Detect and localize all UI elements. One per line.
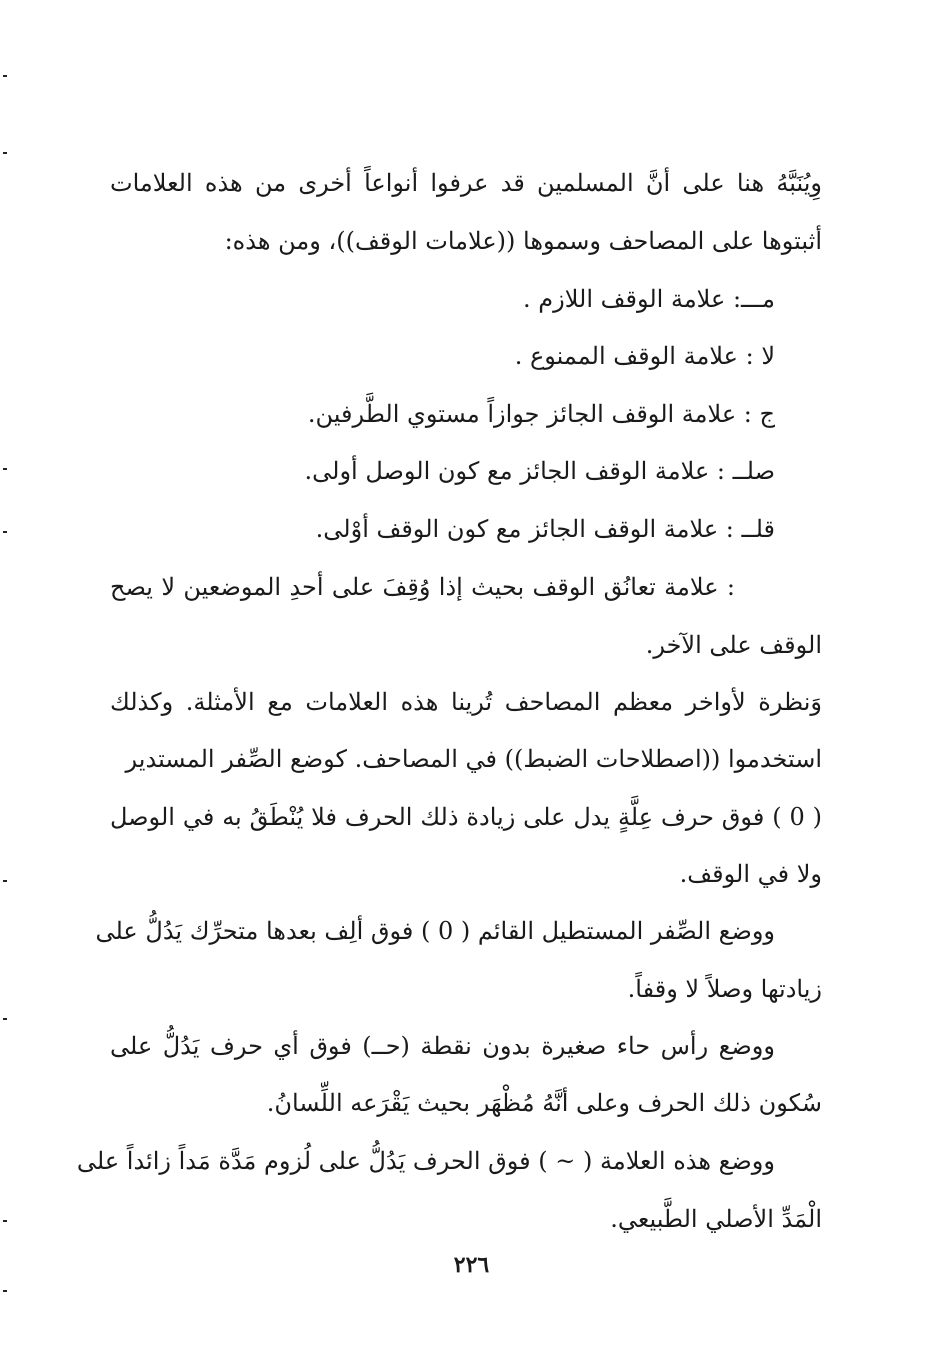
text-line: ووضع الصِّفر المستطيل القائم ( 0 ) فوق ألِف بعدها متحرِّك يَدُلُّ على	[95, 917, 775, 945]
text-line: أثبتوها على المصاحف وسموها ((علامات الوقف))، ومن هذه:	[224, 227, 822, 255]
text-line: زيادتها وصلاً لا وقفاً.	[627, 975, 822, 1003]
scan-speck	[3, 1018, 7, 1020]
text-line: وِيُنَبَّهُ هنا على أنَّ المسلمين قد عرفوا أنواعاً أخرى من هذه العلامات	[110, 169, 822, 197]
scan-speck	[3, 531, 7, 533]
text-line: صلــ : علامة الوقف الجائز مع كون الوصل أولى.	[304, 457, 775, 485]
scan-speck	[3, 1290, 7, 1292]
text-line: سُكون ذلك الحرف وعلى أنَّهُ مُظْهَر بحيث يَقْرَعه اللِّسانُ.	[266, 1089, 822, 1117]
text-line: : علامة تعانُق الوقف بحيث إذا وُقِفَ على أحدِ الموضعين لا يصح	[110, 573, 735, 601]
text-line: ولا في الوقف.	[679, 860, 822, 888]
scan-speck	[3, 1220, 7, 1222]
scan-speck	[3, 75, 7, 77]
text-line: الوقف على الآخر.	[645, 631, 822, 659]
text-line: مـــ: علامة الوقف اللازم .	[523, 285, 775, 313]
scan-speck	[3, 152, 7, 154]
scan-speck	[3, 880, 7, 882]
text-line: ووضع هذه العلامة ( ~ ) فوق الحرف يَدُلُّ على لُزوم مَدَّة مَداً زائداً على	[76, 1147, 775, 1175]
scan-speck	[3, 468, 7, 470]
page-number: ٢٢٦	[453, 1252, 490, 1278]
text-line: لا : علامة الوقف الممنوع .	[514, 342, 775, 370]
text-line: قلــ : علامة الوقف الجائز مع كون الوقف أوْلى.	[315, 515, 775, 543]
text-line: استخدموا ((اصطلاحات الضبط)) في المصاحف. كوضع الصِّفر المستدير	[125, 745, 822, 773]
text-line: ج : علامة الوقف الجائز جوازاً مستوي الطَّرفين.	[307, 400, 775, 428]
text-line: وَنظرة لأواخر معظم المصاحف تُرينا هذه العلامات مع الأمثلة. وكذلك	[110, 688, 822, 716]
text-line: ووضع رأس حاء صغيرة بدون نقطة (حــ) فوق أي حرف يَدُلُّ على	[110, 1032, 775, 1060]
text-line: ( 0 ) فوق حرف عِلَّةٍ يدل على زيادة ذلك الحرف فلا يُنْطَقُ به في الوصل	[110, 803, 822, 831]
text-line: الْمَدِّ الأصلي الطَّبيعي.	[610, 1205, 822, 1233]
